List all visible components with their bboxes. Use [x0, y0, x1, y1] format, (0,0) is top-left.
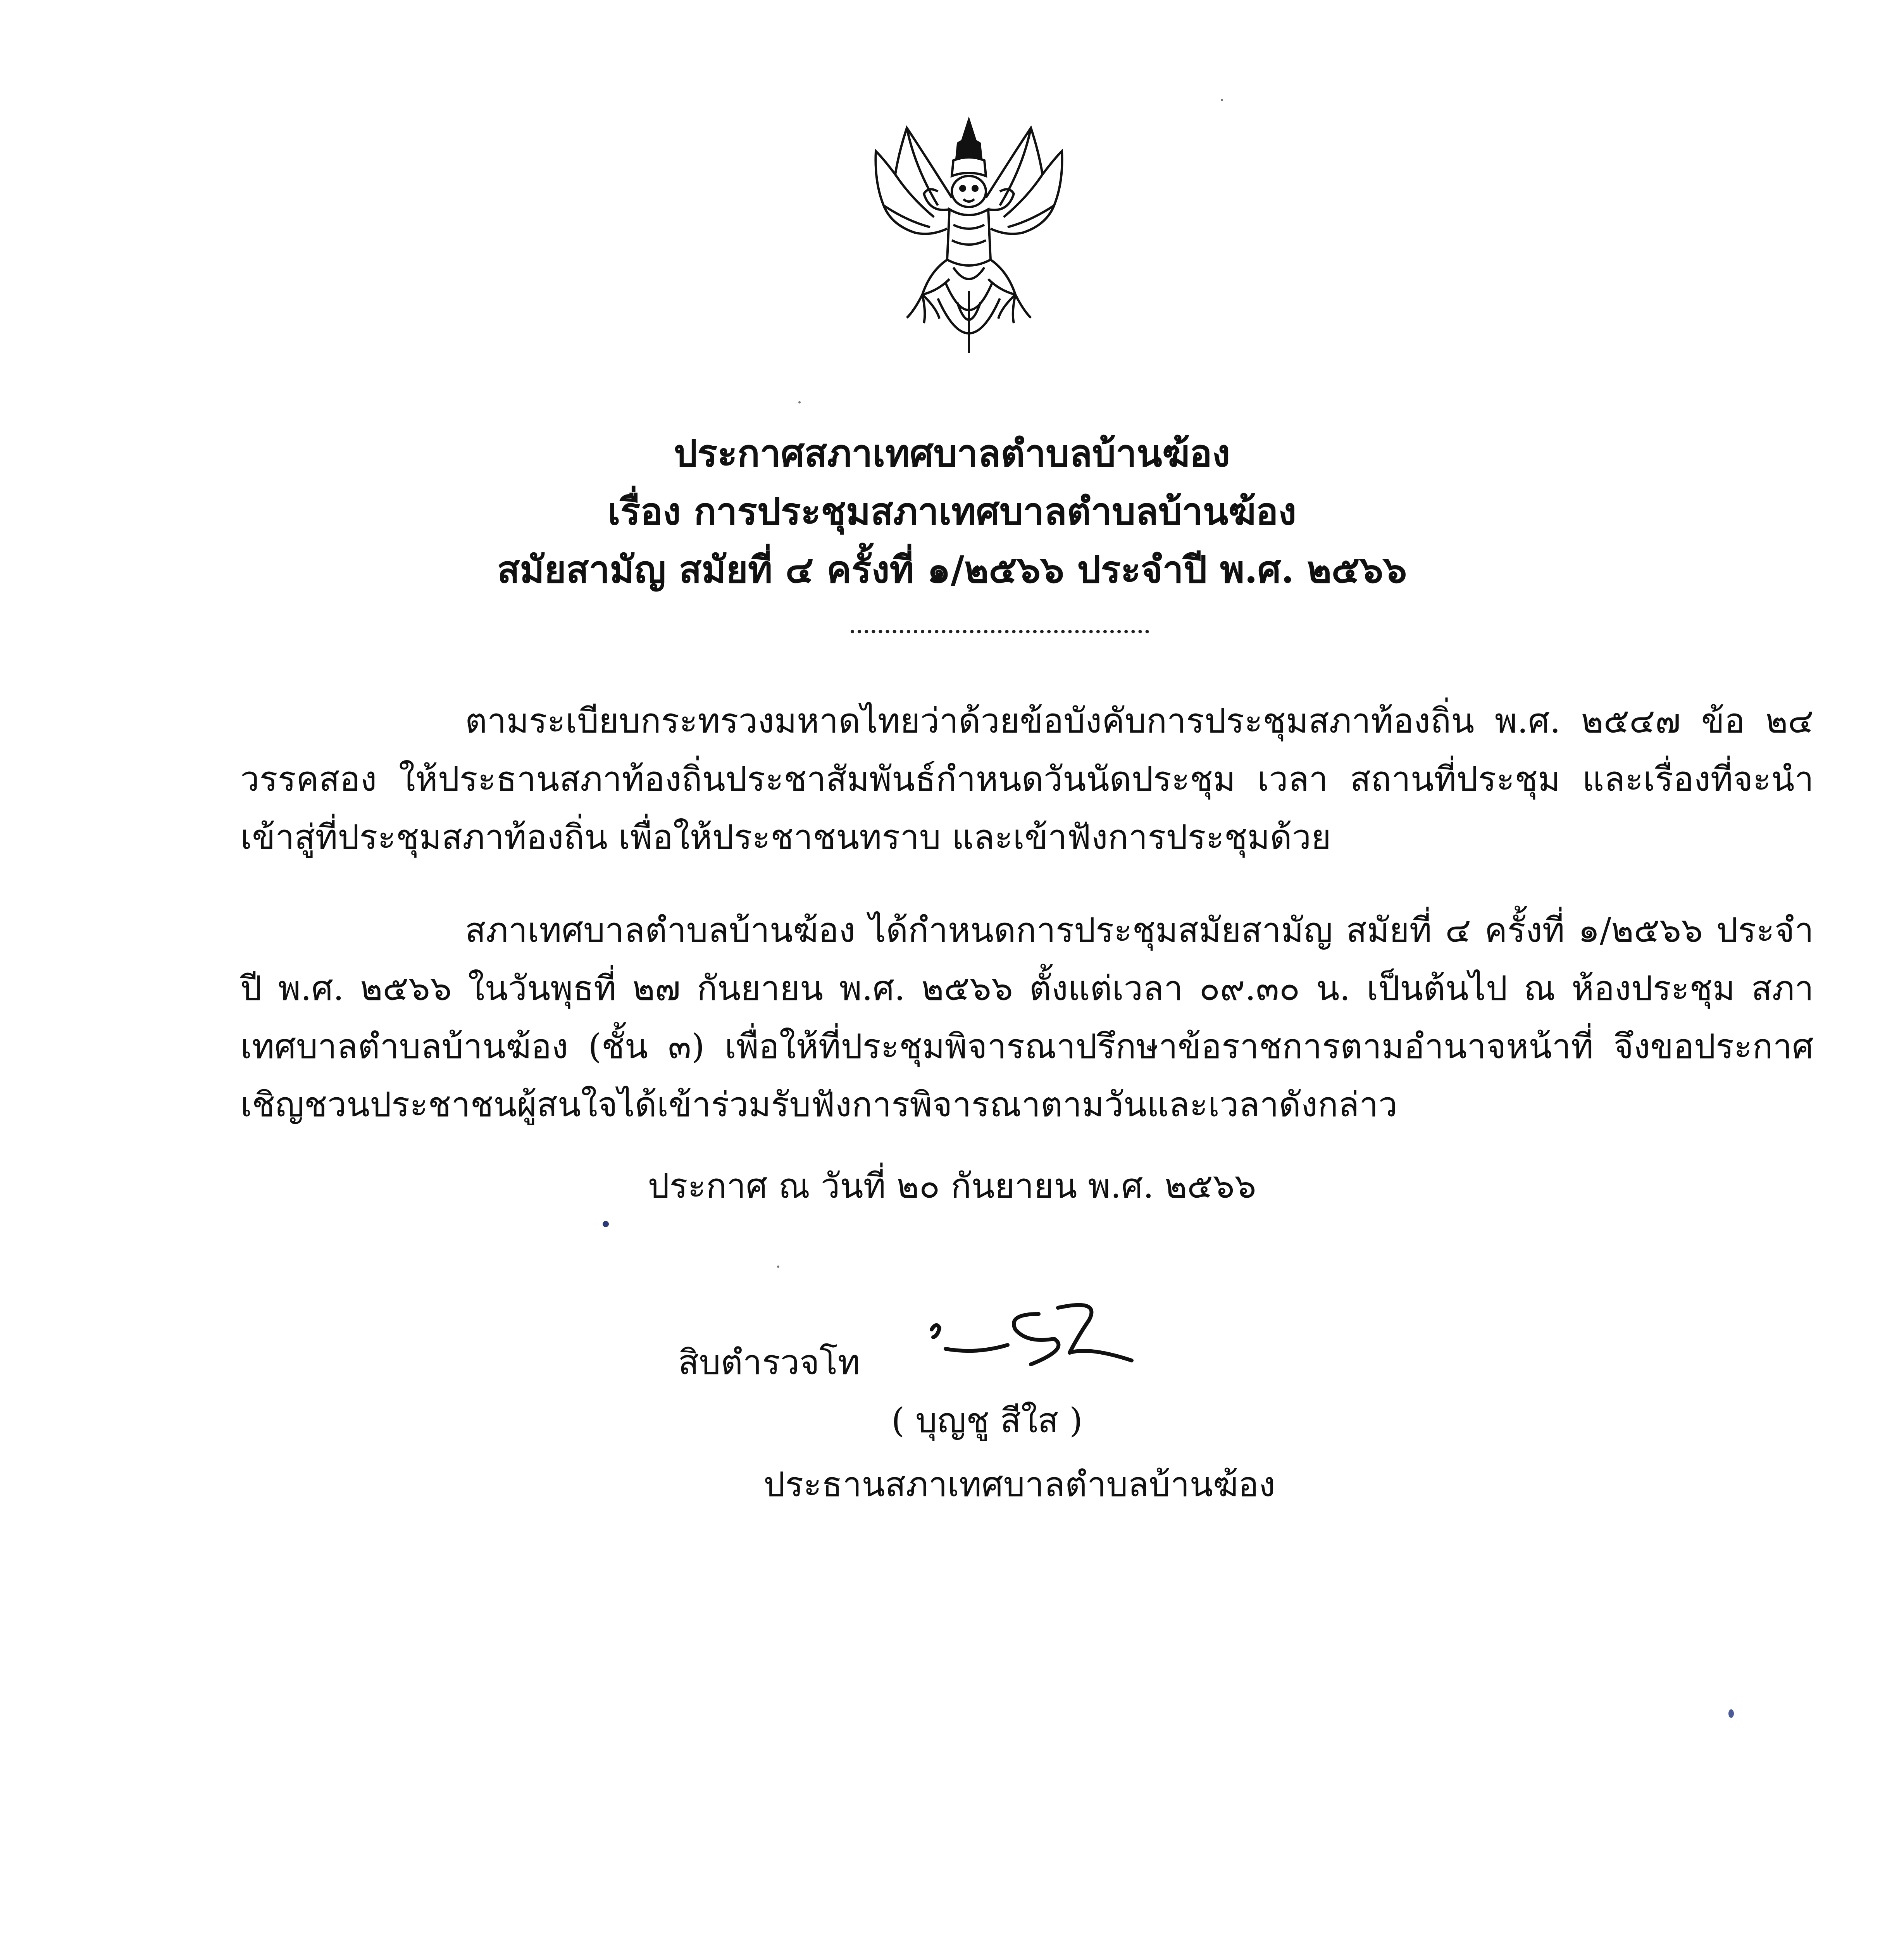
heading-subject: เรื่อง การประชุมสภาเทศบาลตำบลบ้านฆ้อง [607, 490, 1297, 533]
paragraph-regulation-text: ตามระเบียบกระทรวงมหาดไทยว่าด้วยข้อบังคับการประชุมสภาท้องถิ่น พ.ศ. ๒๕๔๗ ข้อ ๒๔ วรรคสอง ให้ประธานสภาท้องถิ่นประชาสัมพันธ์กำหนดวันนัดประชุม เวลา สถานที่ประชุม และเรื่องที่จะนำเข้าสู่ที่ประชุมสภาท้องถิ่น เพื่อให้ประชาชนทราบ และเข้าฟังการประชุมด้วย [240, 701, 1814, 857]
announcement-date: ประกาศ ณ วันที่ ๒๐ กันยายน พ.ศ. ๒๕๖๖ [648, 1166, 1256, 1206]
signer-name: ( บุญชู สีใส ) [891, 1400, 1083, 1440]
heading-session: สมัยสามัญ สมัยที่ ๔ ครั้งที่ ๑/๒๕๖๖ ประจำปี พ.ศ. ๒๕๖๖ [497, 548, 1407, 591]
garuda-emblem-icon [853, 105, 1085, 376]
scan-speck [777, 1266, 779, 1268]
heading-title: ประกาศสภาเทศบาลตำบลบ้านฆ้อง [674, 431, 1230, 475]
handwritten-signature-icon [922, 1291, 1139, 1391]
signer-position: ประธานสภาเทศบาลตำบลบ้านฆ้อง [763, 1464, 1275, 1504]
dotted-separator [851, 630, 1149, 633]
scan-speck [798, 401, 801, 403]
paragraph-regulation [240, 692, 1814, 866]
paragraph-meeting-schedule [240, 901, 1814, 1134]
signer-rank: สิบตำรวจโท [678, 1342, 860, 1382]
scan-speck [1221, 99, 1223, 101]
scan-speck [1728, 1709, 1734, 1718]
scan-speck [603, 1221, 609, 1227]
paragraph-meeting-schedule-text: สภาเทศบาลตำบลบ้านฆ้อง ได้กำหนดการประชุมสมัยสามัญ สมัยที่ ๔ ครั้งที่ ๑/๒๕๖๖ ประจำปี พ.ศ. ๒๕๖๖ ในวันพุธที่ ๒๗ กันยายน พ.ศ. ๒๕๖๖ ตั้งแต่เวลา ๐๙.๓๐ น. เป็นต้นไป ณ ห้องประชุม สภาเทศบาลตำบลบ้านฆ้อง (ชั้น ๓) เพื่อให้ที่ประชุมพิจารณาปรึกษาข้อราชการตามอำนาจหน้าที่ จึงขอประกาศ เชิญชวนประชาชนผู้สนใจได้เข้าร่วมรับฟังการพิจารณาตามวันและเวลาดังกล่าว [240, 910, 1814, 1124]
